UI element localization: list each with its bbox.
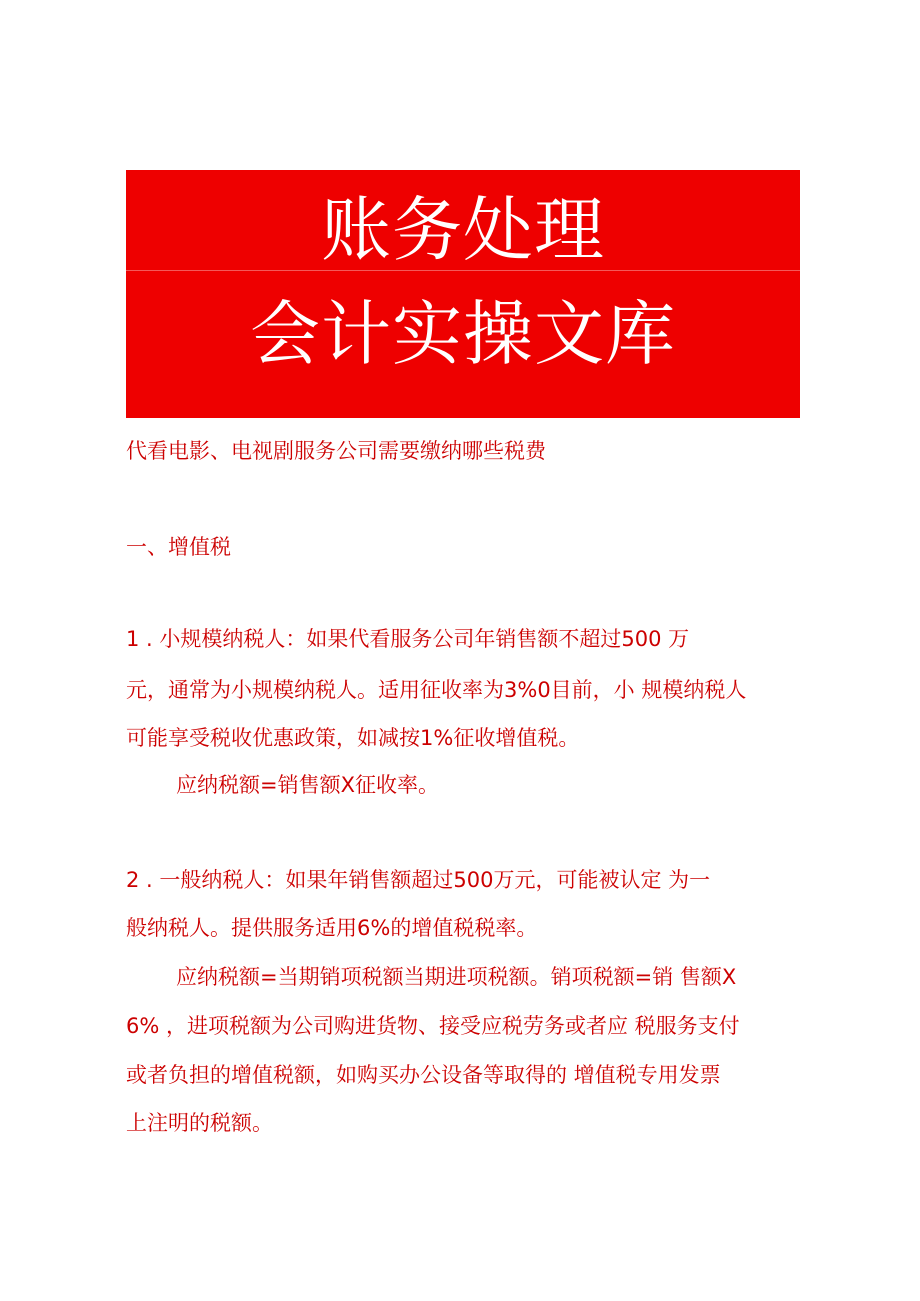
item2-line-1: 2 . 一般纳税人：如果年销售额超过500万元，可能被认定 为一 <box>126 868 711 892</box>
title-banner <box>126 170 800 418</box>
banner-title-line-2: 会计实操文库 <box>250 293 676 375</box>
banner-title-line-1: 账务处理 <box>321 189 605 271</box>
item1-formula: 应纳税额=销售额X征收率。 <box>176 773 439 797</box>
section-heading-vat: 一、增值税 <box>126 535 231 559</box>
item1-line-2: 元，通常为小规模纳税人。适用征收率为3%0目前，小 规模纳税人 <box>126 678 747 702</box>
item2-formula-line-4: 上注明的税额。 <box>126 1111 273 1135</box>
item1-line-1: 1 . 小规模纳税人：如果代看服务公司年销售额不超过500 万 <box>126 627 690 651</box>
document-title: 代看电影、电视剧服务公司需要缴纳哪些税费 <box>126 439 546 463</box>
item2-formula-line-1: 应纳税额=当期销项税额当期进项税额。销项税额=销 售额X <box>176 965 737 989</box>
item1-line-3: 可能享受税收优惠政策，如减按1%征收增值税。 <box>126 726 580 750</box>
item2-line-2: 般纳税人。提供服务适用6%的增值税税率。 <box>126 916 538 940</box>
item2-formula-line-2: 6% ，进项税额为公司购进货物、接受应税劳务或者应 税服务支付 <box>126 1014 740 1038</box>
banner-divider <box>126 270 800 271</box>
item2-formula-line-3: 或者负担的增值税额，如购买办公设备等取得的 增值税专用发票 <box>126 1063 721 1087</box>
